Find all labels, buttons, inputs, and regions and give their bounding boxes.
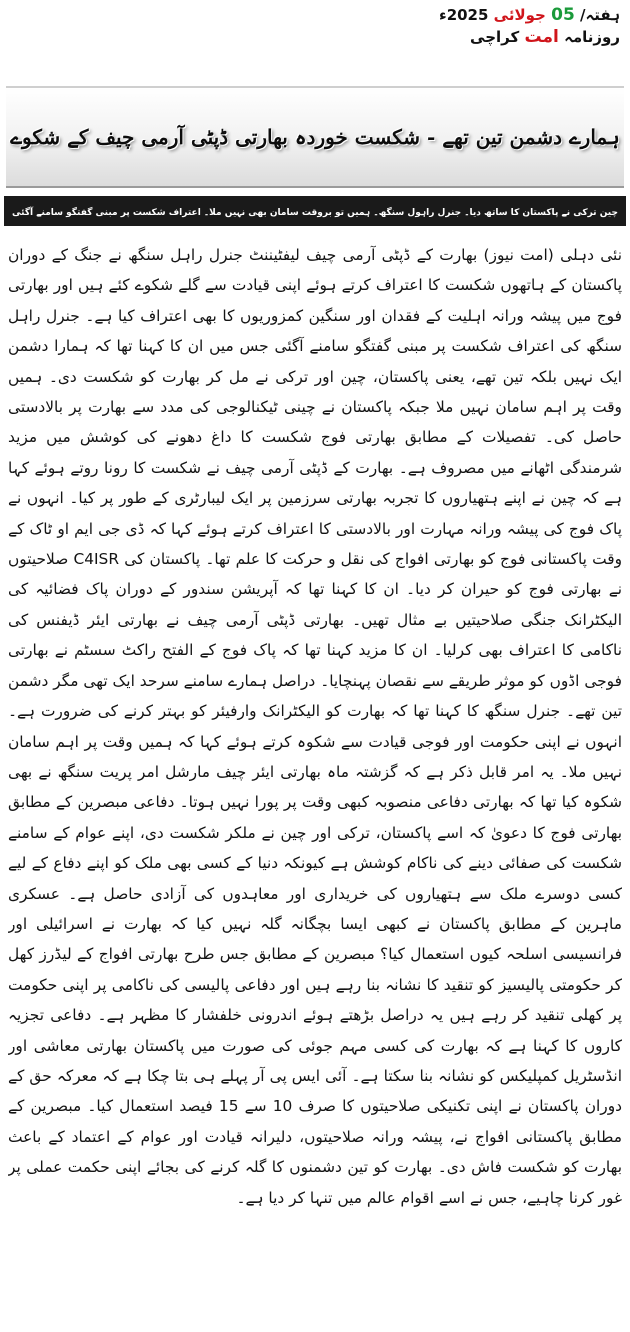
date-number: 05 <box>551 5 575 25</box>
day-label: ہفتہ/ <box>580 6 620 24</box>
year-label: 2025ء <box>439 6 489 24</box>
subheadline: چین ترکی نے پاکستان کا ساتھ دیا۔ جنرل راہول سنگھ۔ ہمیں تو بروقت سامان بھی نہیں ملا۔ اعتراف شکست پر مبنی گفتگو سامنے آگئی <box>12 208 618 218</box>
dateline <box>320 4 620 48</box>
article-body: نئی دہلی (امت نیوز) بھارت کے ڈپٹی آرمی چیف لیفٹیننٹ جنرل راہل سنگھ نے جنگ کے دوران پاکستان کے ہاتھوں شکست کا اعتراف کرتے ہوئے اپنی قیادت سے گلے شکوے کئے ہیں اور بھارتی فوج میں پیشہ ورانہ اہلیت کے فقدان اور سنگین کمزوریوں کا بھی اعتراف کیا ہے۔ جنرل راہل سنگھ کی اعتراف شکست پر مبنی گفتگو سامنے آگئی جس میں ان کا کہنا تھا کہ ہمارا دشمن ایک نہیں بلکہ تین تھے، یعنی پاکستان، چین اور ترکی نے مل کر بھارت کو شکست دی۔ ہمیں وقت پر اہم سامان نہیں ملا جبکہ پاکستان نے چینی ٹیکنالوجی کی مدد سے بھارت پر بالادستی حاصل کی۔ تفصیلات کے مطابق بھارتی فوج شکست کا داغ دھونے کی کوشش میں مزید شرمندگی اٹھانے میں مصروف ہے۔ بھارت کے ڈپٹی آرمی چیف نے شکست کا رونا روتے ہوئے کہا ہے کہ چین نے اپنے ہتھیاروں کا تجربہ بھارتی سرزمین پر ایک لیبارٹری کے طور پر کیا۔ انہوں نے پاک فوج کی پیشہ ورانہ مہارت اور بالادستی کا اعتراف کرتے ہوئے کہا کہ ڈی جی ایم او ٹاک کے وقت پاکستانی فوج کو بھارتی افواج کی نقل و حرکت کا علم تھا۔ پاکستان کی C4ISR صلاحیتوں نے بھارتی فوج کو حیران کر دیا۔ ان کا کہنا تھا کہ آپریشن سندور کے دوران پاک فضائیہ کی الیکٹرانک جنگی صلاحیتیں بے مثال تھیں۔ بھارتی ڈپٹی آرمی چیف نے بھارتی ایئر ڈیفنس کی ناکامی کا اعتراف بھی کرلیا۔ ان کا مزید کہنا تھا کہ پاک فوج کے الفتح راکٹ سسٹم نے بھارتی فوجی اڈوں کو موثر طریقے سے نقصان پہنچایا۔ دراصل ہمارے سامنے سرحد ایک تھی مگر دشمن تین تھے۔ جنرل سنگھ کا کہنا تھا کہ بھارت کو الیکٹرانک وارفیئر کو بہتر کرنے کی ضرورت ہے۔ انہوں نے اپنی حکومت اور فوجی قیادت سے شکوہ کرتے ہوئے کہا کہ ہمیں وقت پر اہم سامان نہیں ملا۔ یہ امر قابل ذکر ہے کہ گزشتہ ماہ بھارتی ایئر چیف مارشل امر پریت سنگھ نے بھی شکوہ کیا تھا کہ بھارتی دفاعی منصوبہ کبھی وقت پر پورا نہیں ہوتا۔ دفاعی مبصرین کے مطابق بھارتی فوج کا دعویٰ کہ اسے پاکستان، ترکی اور چین نے ملکر شکست دی، اپنے عوام کے سامنے شکست کی صفائی دینے کی ناکام کوشش ہے کیونکہ دنیا کے کسی بھی ملک کو اپنے دفاع کے لیے کسی دوسرے ملک سے ہتھیاروں کی خریداری اور معاہدوں کی آزادی حاصل ہے۔ عسکری ماہرین کے مطابق پاکستان نے کبھی ایسا بچگانہ گلہ نہیں کیا کہ بھارت نے اسرائیلی اور فرانسیسی اسلحہ کیوں استعمال کیا؟ مبصرین کے مطابق جس طرح بھارتی افواج کے لیڈرز کھل کر حکومتی پالیسیز کو تنقید کا نشانہ بنا رہے ہیں اور دفاعی پالیسی کی ناکامی پر اپنی حکومت پر کھلی تنقید کر رہے ہیں یہ دراصل بڑھتے ہوئے اندرونی خلفشار کا مظہر ہے۔ دفاعی تجزیہ کاروں کا کہنا ہے کہ بھارت کی کسی مہم جوئی کی صورت میں پاکستان بھارتی معاشی اور انڈسٹریل کمپلیکس کو نشانہ بنا سکتا ہے۔ آئی ایس پی آر پہلے ہی بتا چکا ہے کہ معرکہ حق کے دوران پاکستان نے اپنی تکنیکی صلاحیتوں کا صرف 10 سے 15 فیصد استعمال کیا۔ مبصرین کے مطابق پاکستانی افواج نے، پیشہ ورانہ صلاحیتوں، دلیرانہ قیادت اور عوام کے اعتماد کے باعث بھارت کو شکست فاش دی۔ بھارت کو تین دشمنوں کا گلہ کرنے کی بجائے اپنی حکمت عملی پر غور کرنا چاہیے، جس نے اسے اقوام عالم میں تنہا کر دیا ہے۔ <box>8 246 622 1207</box>
subheadline-bar <box>4 196 626 226</box>
newspaper-line <box>320 26 620 48</box>
headline: ہمارے دشمن تین تھے - شکست خوردہ بھارتی ڈپٹی آرمی چیف کے شکوے <box>10 125 620 149</box>
headline-banner <box>6 86 624 188</box>
paper-prefix: روزنامہ <box>564 28 620 46</box>
month-label: جولائی <box>493 6 546 24</box>
city-label: کراچی <box>470 28 520 46</box>
date-line <box>320 4 620 26</box>
paper-name: امت <box>524 27 559 47</box>
